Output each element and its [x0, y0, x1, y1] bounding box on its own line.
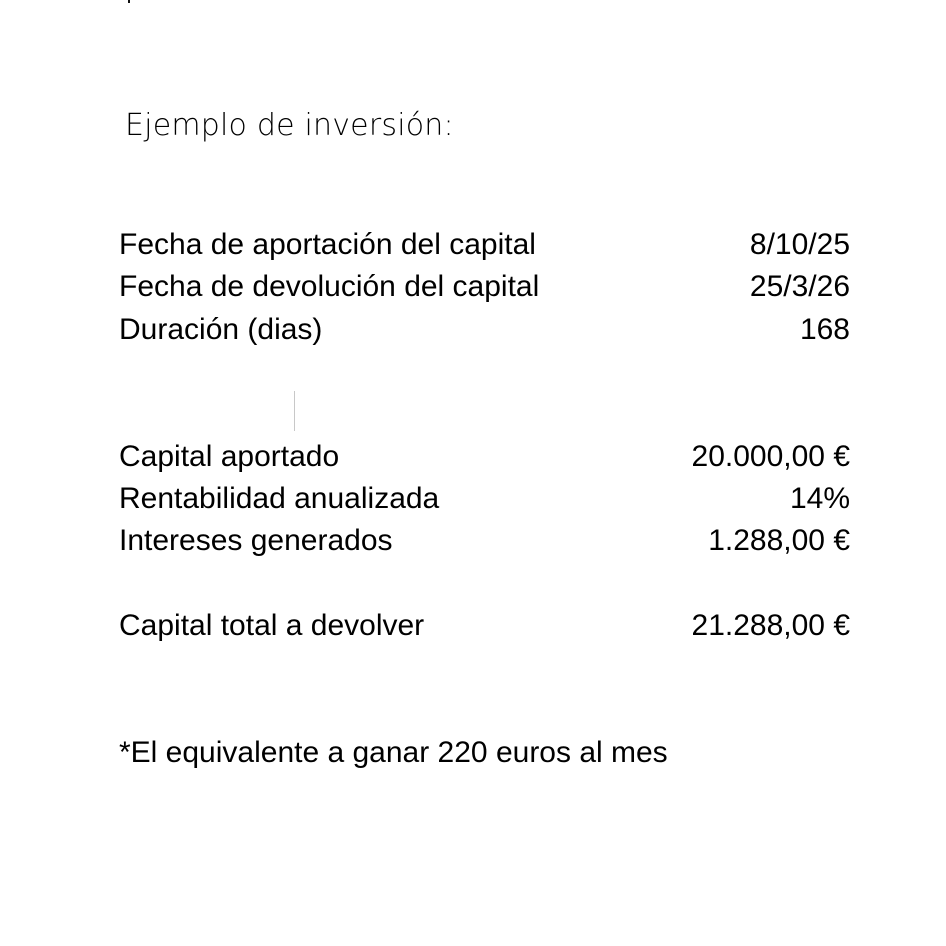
row-value: 8/10/25: [749, 228, 850, 261]
row-label: Fecha de aportación del capital: [119, 228, 536, 261]
row-value: 168: [799, 313, 850, 346]
row-value: 21.288,00 €: [691, 609, 850, 642]
row-label: Intereses generados: [119, 524, 393, 557]
row-capital-total: [119, 605, 850, 647]
text-cursor: [294, 391, 295, 431]
cropped-glyph-stem: [128, 0, 130, 3]
row-label: Fecha de devolución del capital: [119, 270, 540, 303]
row-duracion: [119, 309, 850, 351]
footnote: *El equivalente a ganar 220 euros al mes: [119, 736, 668, 769]
row-rentabilidad: [119, 478, 850, 520]
row-value: 14%: [789, 482, 850, 515]
row-label: Rentabilidad anualizada: [119, 482, 440, 515]
row-capital-aportado: [119, 436, 850, 478]
row-value: 20.000,00 €: [691, 440, 850, 473]
section-title: Ejemplo de inversión:: [125, 108, 454, 143]
row-label: Capital total a devolver: [119, 609, 425, 642]
row-label: Duración (dias): [119, 313, 323, 346]
row-intereses: [119, 520, 850, 562]
row-value: 25/3/26: [749, 270, 850, 303]
cropped-text-fragment: [125, 0, 137, 4]
row-value: 1.288,00 €: [708, 524, 850, 557]
row-fecha-aportacion: [119, 224, 850, 266]
row-fecha-devolucion: [119, 266, 850, 308]
row-label: Capital aportado: [119, 440, 340, 473]
